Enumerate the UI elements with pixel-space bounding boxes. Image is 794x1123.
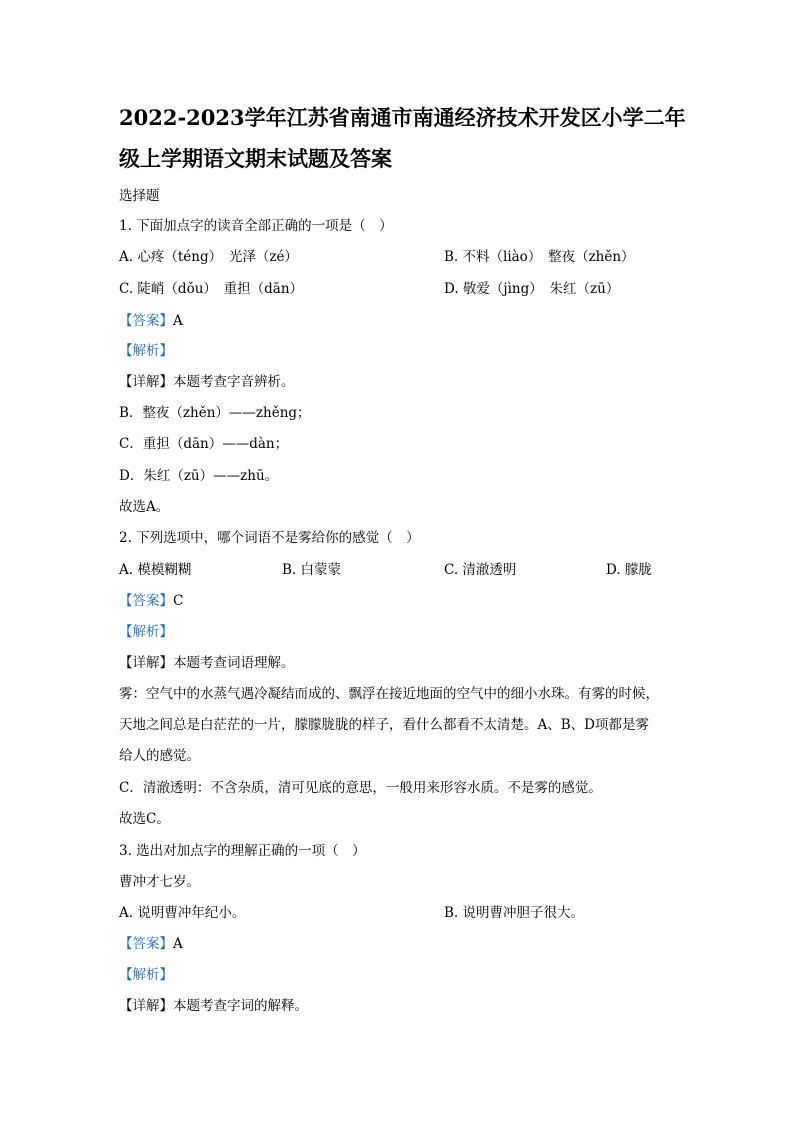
q3-detail (119, 996, 308, 1016)
q2-paragraph-1: 雾：空气中的水蒸气遇冷凝结而成的、飘浮在接近地面的空气中的细小水珠。有雾的时候， (119, 686, 659, 702)
q1-option-c: C. 陡峭（dǒu） 重担（dān） (119, 281, 304, 297)
q1-option-b: B. 不料（liào） 整夜（zhěn） (444, 249, 635, 265)
q3-answer-value: A (173, 936, 183, 952)
q2-answer-value: C (173, 593, 184, 609)
q1-option-d: D. 敬爱（jìng） 朱红（zū） (444, 281, 620, 297)
detail-tag: 【详解】 (119, 374, 173, 390)
answer-tag: 【答案】 (119, 593, 173, 609)
q2-option-c: C. 清澈透明 (444, 562, 517, 578)
q2-answer (119, 591, 183, 611)
q3-stem: 3. 选出对加点字的理解正确的一项（ ） (119, 843, 366, 859)
q3-option-a: A. 说明曹冲年纪小。 (119, 905, 246, 921)
q1-explain-c: C．重担（dān）——dàn； (119, 436, 289, 452)
q3-detail-text: 本题考查字词的解释。 (173, 998, 308, 1014)
q2-detail (119, 653, 295, 673)
q2-paragraph-2: 天地之间总是白茫茫的一片，朦朦胧胧的样子，看什么都看不太清楚。A、B、D项都是雾 (119, 717, 649, 733)
q3-sentence: 曹冲才七岁。 (119, 874, 200, 890)
q3-analysis (119, 965, 173, 985)
q1-answer (119, 311, 183, 331)
q2-paragraph-3: 给人的感觉。 (119, 748, 200, 764)
analysis-tag: 【解析】 (119, 967, 173, 983)
analysis-tag: 【解析】 (119, 624, 173, 640)
q2-option-a: A. 模模糊糊 (119, 562, 192, 578)
q3-answer (119, 934, 183, 954)
q1-option-a: A. 心疼（téng） 光泽（zé） (119, 249, 298, 265)
document-title-line-2: 级上学期语文期末试题及答案 (119, 146, 392, 171)
q1-detail-text: 本题考查字音辨析。 (173, 374, 295, 390)
q1-conclusion: 故选A。 (119, 499, 170, 515)
answer-tag: 【答案】 (119, 936, 173, 952)
q2-paragraph-4: C．清澈透明：不含杂质，清可见底的意思，一般用来形容水质。不是雾的感觉。 (119, 780, 602, 796)
q2-stem: 2. 下列选项中，哪个词语不是雾给你的感觉（ ） (119, 530, 420, 546)
q1-analysis (119, 341, 173, 361)
q2-option-d: D. 朦胧 (606, 562, 652, 578)
q1-detail (119, 372, 295, 392)
section-heading: 选择题 (119, 188, 160, 204)
answer-tag: 【答案】 (119, 313, 173, 329)
q2-detail-text: 本题考查词语理解。 (173, 655, 295, 671)
q2-conclusion: 故选C。 (119, 811, 170, 827)
detail-tag: 【详解】 (119, 655, 173, 671)
q2-option-b: B. 白蒙蒙 (282, 562, 342, 578)
q1-answer-value: A (173, 313, 183, 329)
detail-tag: 【详解】 (119, 998, 173, 1014)
q1-explain-b: B．整夜（zhěn）——zhěng； (119, 405, 311, 421)
q2-analysis (119, 622, 173, 642)
q3-option-b: B. 说明曹冲胆子很大。 (444, 905, 585, 921)
q1-stem: 1. 下面加点字的读音全部正确的一项是（ ） (119, 218, 393, 234)
analysis-tag: 【解析】 (119, 343, 173, 359)
document-title-line-1: 2022-2023学年江苏省南通市南通经济技术开发区小学二年 (119, 105, 686, 130)
q1-explain-d: D．朱红（zū）——zhū。 (119, 468, 279, 484)
